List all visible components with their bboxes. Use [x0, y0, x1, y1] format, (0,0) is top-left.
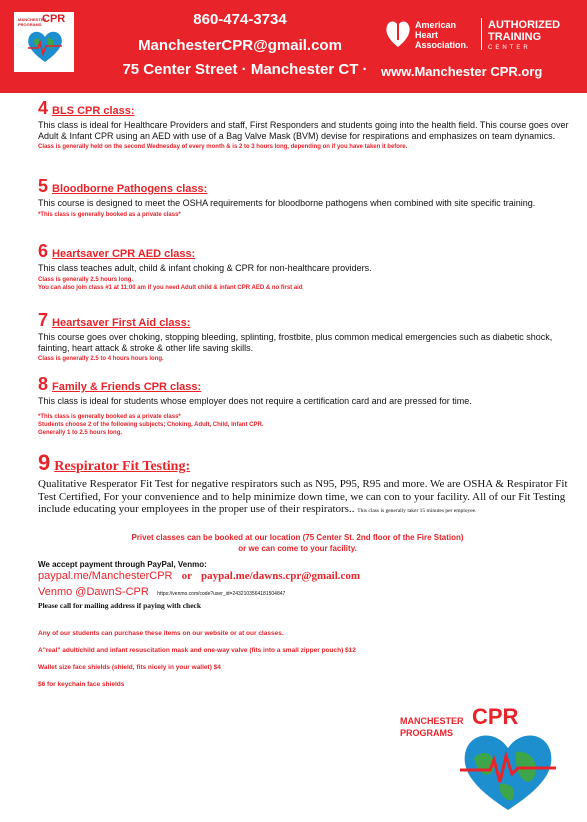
payment-section — [38, 560, 573, 610]
section-title: BLS CPR class: — [52, 105, 135, 117]
section-body: This class is ideal for students whose employer does not require a certification card and are pressed for time. — [38, 396, 472, 406]
section-title: Heartsaver First Aid class: — [52, 317, 191, 329]
section-body: This class teaches adult, child & infant choking & CPR for non-healthcare providers. — [38, 263, 372, 273]
manchester-cpr-logo-small — [14, 12, 74, 72]
section-bls — [38, 98, 573, 151]
private-classes-notice — [30, 532, 565, 554]
venmo-handle[interactable]: Venmo @DawnS-CPR — [38, 586, 149, 598]
private-line-2: or we can come to your facility. — [238, 544, 357, 553]
logo-programs: PROGRAMS — [400, 728, 454, 738]
section-respirator — [38, 450, 573, 518]
logo-cpr: CPR — [472, 704, 519, 729]
aha-authorized-badge — [385, 18, 561, 53]
section-body: This course is designed to meet the OSHA requirements for bloodborne pathogens when combined with site specific training. — [38, 198, 536, 208]
section-title: Family & Friends CPR class: — [52, 381, 202, 393]
section-note: *This class is generally booked as a private class* — [38, 413, 181, 420]
section-title: Respirator Fit Testing: — [54, 459, 191, 474]
header-email[interactable]: ManchesterCPR@gmail.com — [138, 37, 342, 54]
section-title: Heartsaver CPR AED class: — [52, 248, 196, 260]
section-note: Class is generally held on the second Wednesday of every month & is 2 to 3 hours long, depending on if you have taken it before. — [38, 144, 408, 150]
respirator-body: Qualitative Resperator Fit Test for negative respirators such as N95, P95, R95 and more. We are OSHA & Respirator Fit Test Certified, For your convenience and to help minimize down time, we can con to your facility. All of our Fit Testing include educating your employees in the proper use of their respirators.. — [38, 478, 568, 515]
venmo-url[interactable]: https://venmo.com/code?user_id=2432103564181504847 — [157, 591, 286, 597]
heart-globe-icon — [460, 728, 556, 812]
section-note: Class is generally 2.5 to 4 hours hours long. — [38, 356, 164, 362]
section-body: This class is ideal for Healthcare Providers and staff, First Responders and students going into the health field. This course goes over Adult & Infant CPR using an AED with use of a Bag Valve Mask (BVM) devise for respirations and emphasizes on team dynamics. — [38, 120, 569, 141]
section-note: You can also join class #1 at 11:00 am if you need Adult child & infant CPR AED & no first aid — [38, 284, 303, 291]
header-address: 75 Center Street · Manchester CT · — [122, 61, 368, 78]
section-note: *This class is generally booked as a private class* — [38, 211, 181, 218]
logo-small-text: MANCHESTER PROGRAMS — [18, 17, 47, 27]
section-number: 5 — [38, 176, 49, 196]
header-phone[interactable]: 860-474-3734 — [193, 11, 287, 28]
heart-globe-icon — [26, 28, 64, 64]
section-number: 9 — [38, 450, 51, 475]
payment-or: or — [181, 570, 192, 582]
logo-manchester: MANCHESTER — [400, 716, 464, 726]
center-label: CENTER — [488, 45, 531, 51]
section-number: 6 — [38, 241, 49, 261]
section-title: Bloodborne Pathogens class: — [52, 183, 208, 195]
aha-name: American Heart Association. — [415, 20, 469, 50]
section-body: This course goes over choking, stopping bleeding, splinting, frostbite, plus common medical emergencies such as diabetic shock, fainting, heart attack & stroke & other life saving skills. — [38, 332, 553, 353]
section-family-friends — [38, 374, 573, 437]
authorized-training-label: AUTHORIZED TRAINING — [488, 19, 561, 43]
payment-intro: We accept payment through PayPal, Venmo: — [38, 560, 207, 569]
shop-section — [38, 630, 573, 688]
section-note: Class is generally 2.5 hours long. — [38, 276, 134, 283]
section-number: 7 — [38, 310, 49, 330]
section-number: 4 — [38, 98, 49, 118]
shop-item-keychain-shield: $6 for keychain face shields — [38, 681, 125, 688]
logo-small-cpr: CPR — [42, 13, 66, 25]
header-website-link[interactable]: www.Manchester CPR.org — [381, 64, 543, 79]
shop-item-mask: A"real" adult/child and infant resuscitation mask and one-way valve (fits into a small zipper pouch) $12 — [38, 647, 356, 654]
section-first-aid — [38, 310, 573, 363]
section-bloodborne — [38, 176, 573, 219]
paypal-link-2[interactable]: paypal.me/dawns.cpr@gmail.com — [201, 570, 361, 582]
aha-heart-torch-icon — [385, 18, 411, 48]
manchester-cpr-logo-large — [398, 698, 558, 813]
aha-divider — [481, 18, 482, 50]
header-banner — [0, 0, 587, 93]
mailing-note: Please call for mailing address if paying with check — [38, 601, 202, 610]
section-number: 8 — [38, 374, 49, 394]
private-line-1: Privet classes can be booked at our location (75 Center St. 2nd floor of the Fire Station) — [131, 533, 464, 542]
section-heartsaver-cpr — [38, 241, 573, 292]
respirator-duration-note: This class is generally taker 15 minutes per employee. — [357, 508, 477, 514]
shop-intro: Any of our students can purchase these items on our website or at our classes. — [38, 630, 284, 637]
shop-item-wallet-shield: Wallet size face shields (shield, fits nicely in your wallet) $4 — [38, 664, 221, 671]
section-note: Students choose 2 of the following subjects; Choking, Adult, Child, Infant CPR. — [38, 421, 264, 428]
section-note: Generally 1 to 2.5 hours long. — [38, 429, 123, 436]
paypal-link-1[interactable]: paypal.me/ManchesterCPR — [38, 570, 173, 582]
